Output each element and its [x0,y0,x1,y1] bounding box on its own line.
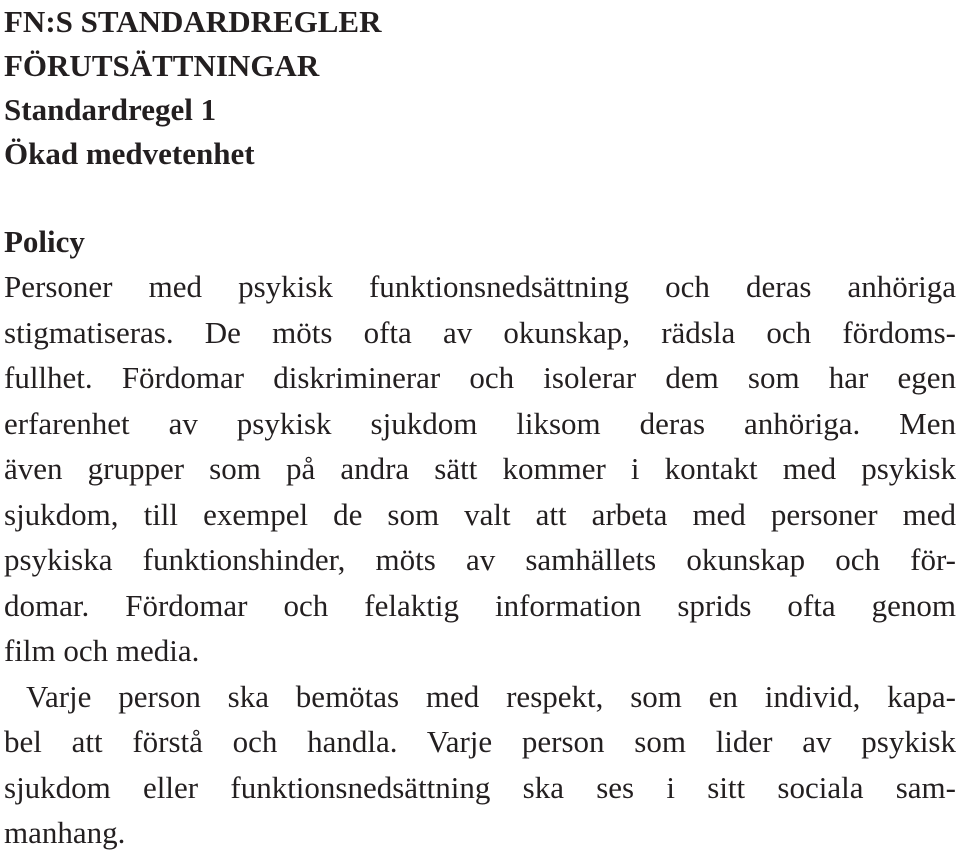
text-line: Varje person ska bemötas med respekt, som en individ, kapa- [26,678,956,714]
text-line: sjukdom, till exempel de som valt att arbeta med personer med [4,496,956,532]
document-page [4,0,956,856]
text-line: fullhet. Fördomar diskriminerar och isolerar dem som har egen [4,360,956,395]
text-line: erfarenhet av psykisk sjukdom liksom deras anhöriga. Men [4,405,956,441]
policy-paragraph-2 [4,674,956,856]
policy-title: Policy [4,224,85,259]
rule-number: Standardregel 1 [4,92,217,127]
text-line: psykiska funktionshinder, möts av samhällets okunskap och för- [4,542,956,577]
document-title: FN:S STANDARDREGLER [4,4,382,39]
text-line: även grupper som på andra sätt kommer i kontakt med psykisk [4,451,956,486]
text-line: film och media. [4,633,200,668]
text-line: manhang. [4,815,126,850]
section-heading: FÖRUTSÄTTNINGAR [4,48,320,83]
text-line: sjukdom eller funktionsnedsättning ska ses i sitt sociala sam- [4,769,956,805]
rule-title: Ökad medvetenhet [4,136,255,171]
text-line: Personer med psykisk funktionsnedsättning och deras anhöriga [4,269,956,304]
policy-paragraph-1 [4,264,956,674]
text-line: stigmatiseras. De möts ofta av okunskap, rädsla och fördoms- [4,314,956,350]
text-line: domar. Fördomar och felaktig information sprids ofta genom [4,587,956,623]
text-line: bel att förstå och handla. Varje person som lider av psykisk [4,724,956,759]
